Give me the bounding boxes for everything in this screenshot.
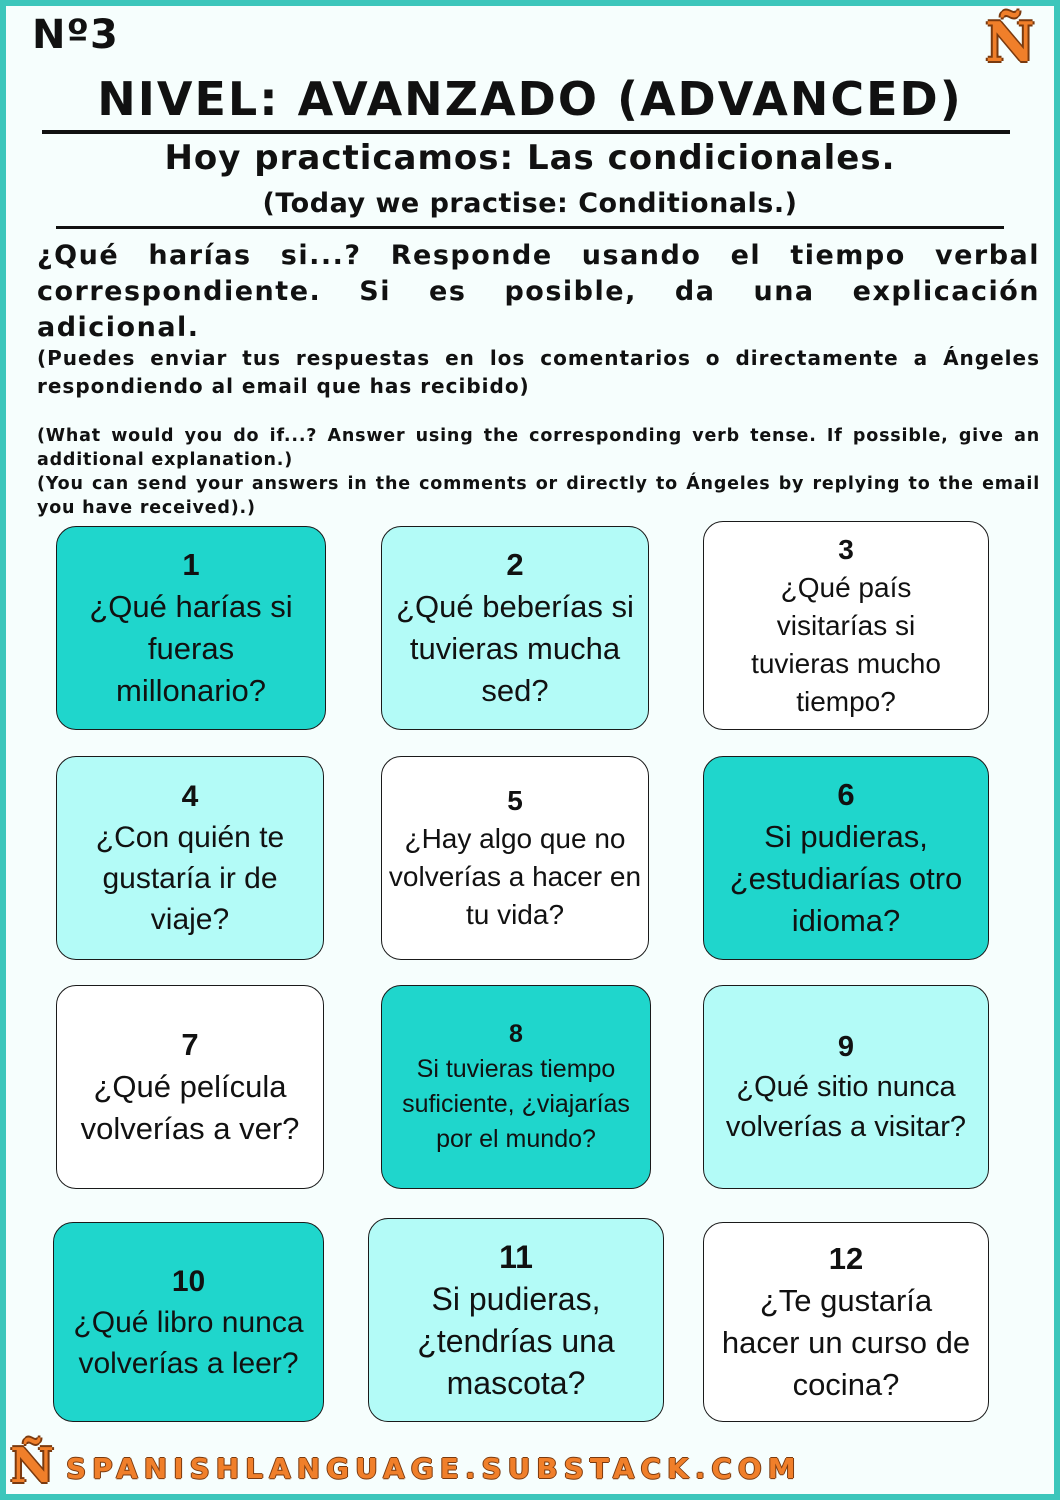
card-question: Si pudieras, ¿tendrías una mascota?: [417, 1281, 615, 1401]
card-number: 3: [838, 533, 854, 565]
question-card-7: [56, 985, 324, 1189]
card-number: 2: [506, 547, 524, 582]
card-question: ¿Qué película volverías a ver?: [80, 1069, 300, 1146]
card-number: 6: [837, 777, 855, 812]
instructions-spanish: ¿Qué harías si...? Responde usando el tiempo verbal correspondiente. Si es posible, da una explicación adicional.: [37, 240, 1040, 343]
instructions-spanish-note: (Puedes enviar tus respuestas en los comentarios o directamente a Ángeles respondiendo al email que has recibido): [37, 346, 1040, 398]
title-divider: [42, 130, 1010, 134]
card-number: 8: [509, 1020, 523, 1048]
instructions-english-note: (You can send your answers in the comments or directly to Ángeles by replying to the email you have received).): [37, 474, 1040, 518]
card-question: ¿Qué libro nunca volverías a leer?: [73, 1305, 304, 1380]
card-question: ¿Te gustaría hacer un curso de cocina?: [721, 1283, 971, 1402]
card-question: ¿Hay algo que no volverías a hacer en tu vida?: [388, 823, 642, 930]
card-number: 1: [182, 547, 200, 582]
worksheet-number: Nº3: [32, 12, 119, 58]
card-number: 5: [507, 785, 523, 816]
card-number: 12: [828, 1241, 864, 1276]
question-card-4: [56, 756, 324, 960]
card-question: Si pudieras, ¿estudiarías otro idioma?: [729, 819, 963, 938]
instructions-english: (What would you do if...? Answer using the corresponding verb tense. If possible, give an additional explanation.): [37, 426, 1040, 470]
question-card-2: [381, 526, 649, 730]
question-card-3: [703, 521, 989, 730]
topic-subtitle: Hoy practicamos: Las condicionales.: [164, 138, 896, 178]
card-question: ¿Con quién te gustaría ir de viaje?: [95, 821, 285, 936]
question-card-6: [703, 756, 989, 960]
card-question: Si tuvieras tiempo suficiente, ¿viajarías por el mundo?: [402, 1055, 630, 1153]
question-card-12: [703, 1222, 989, 1422]
question-card-8: [381, 985, 651, 1189]
subtitle-divider: [56, 226, 1004, 229]
card-number: 4: [181, 780, 199, 813]
level-title: NIVEL: AVANZADO (ADVANCED): [97, 72, 963, 126]
question-card-10: [53, 1222, 324, 1422]
question-card-9: [703, 985, 989, 1189]
brand-logo-icon: Ñ: [10, 1438, 54, 1494]
topic-subtitle-english: (Today we practise: Conditionals.): [262, 188, 798, 219]
question-card-1: [56, 526, 326, 730]
question-card-5: [381, 756, 649, 960]
card-question: ¿Qué sitio nunca volverías a visitar?: [725, 1071, 967, 1143]
brand-logo-icon: Ñ: [985, 10, 1035, 74]
card-number: 10: [171, 1264, 206, 1298]
card-question: ¿Qué harías si fueras millonario?: [89, 589, 293, 708]
card-number: 11: [499, 1239, 533, 1275]
card-number: 9: [837, 1031, 855, 1063]
card-question: ¿Qué beberías si tuvieras mucha sed?: [396, 589, 634, 708]
card-question: ¿Qué país visitarías si tuvieras mucho tiempo?: [751, 571, 941, 717]
question-card-11: [368, 1218, 664, 1422]
card-number: 7: [181, 1027, 199, 1062]
footer-url: SPANISHLANGUAGE.SUBSTACK.COM: [66, 1452, 802, 1485]
